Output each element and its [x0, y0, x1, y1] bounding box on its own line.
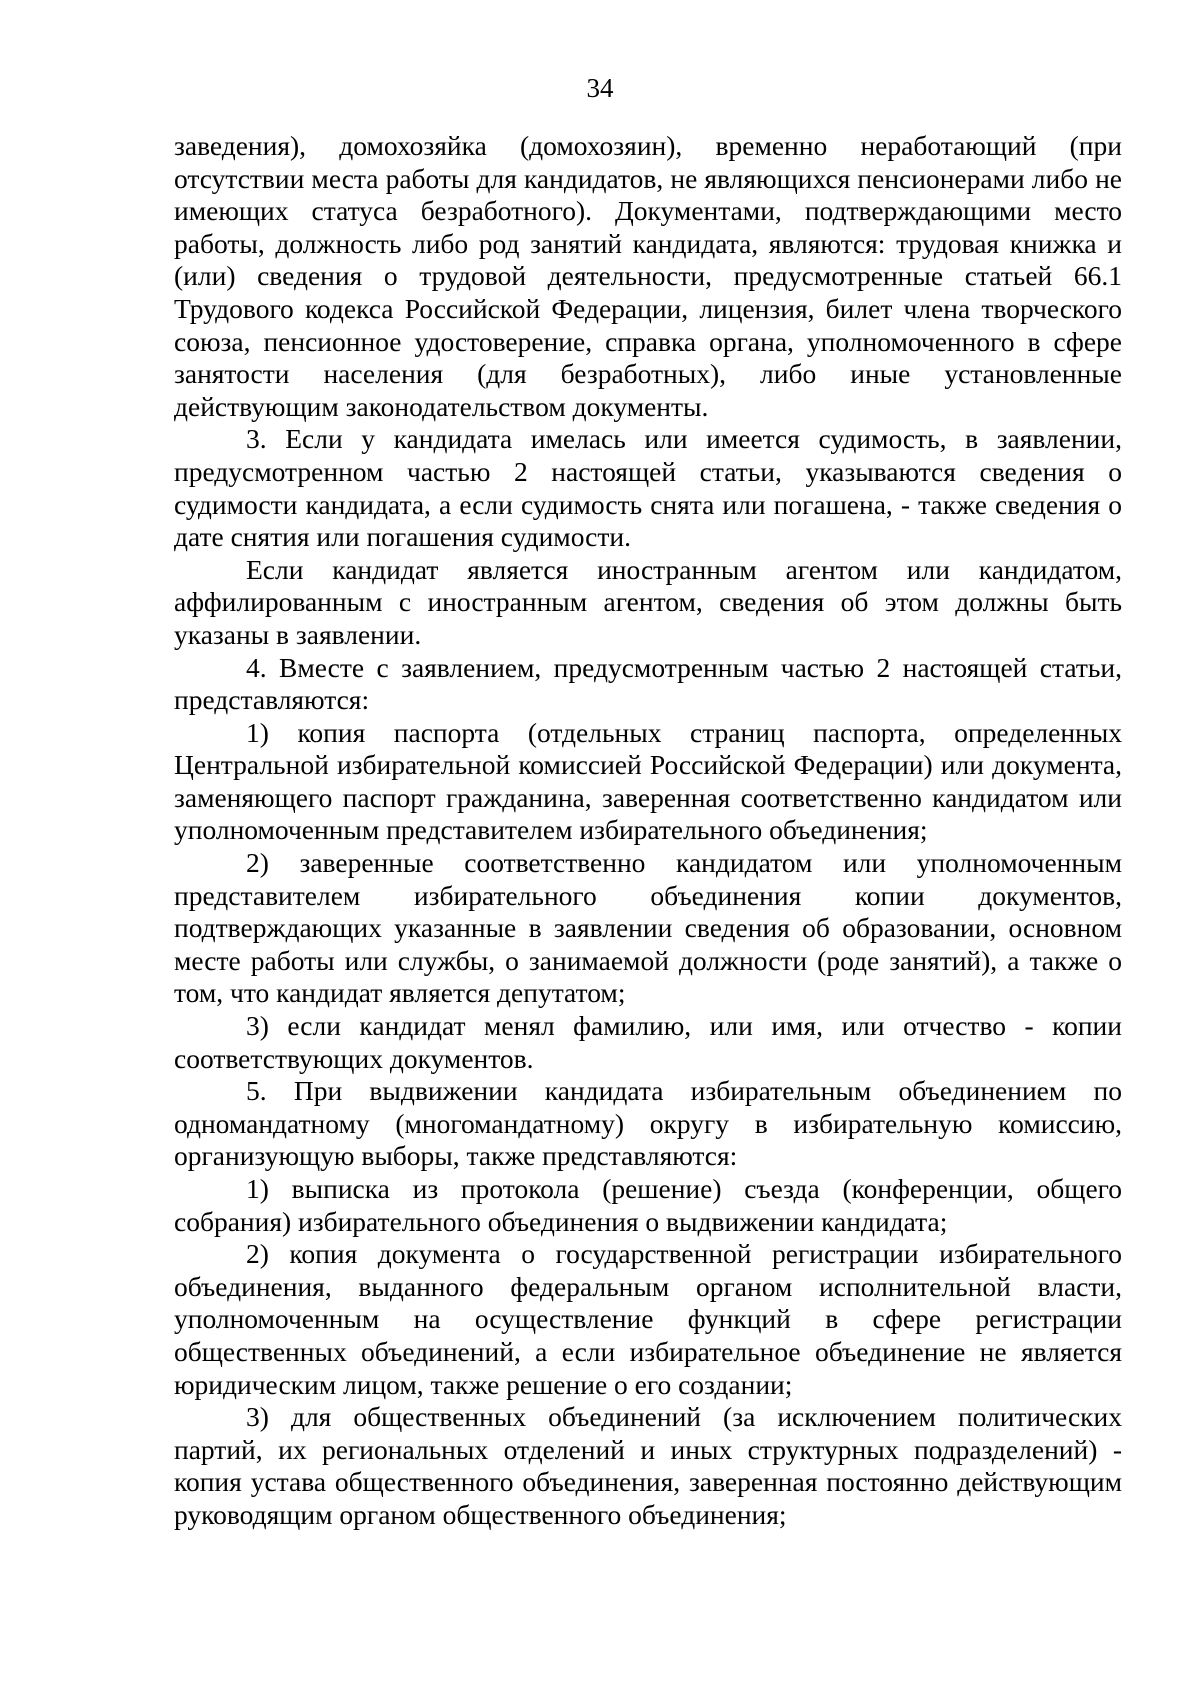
paragraph-item-5-1: 1) выписка из протокола (решение) съезда (конференции, общего собрания) избирательного объединения о выдвижении кандидата;	[174, 1173, 1122, 1237]
document-body	[174, 130, 1122, 1532]
page-number: 34	[586, 73, 614, 103]
paragraph-item-4: 4. Вместе с заявлением, предусмотренным частью 2 настоящей статьи, представляются:	[174, 651, 1122, 716]
paragraph-continuation: заведения), домохозяйка (домохозяин), временно неработающий (при отсутствии места работы для кандидатов, не являющихся пенсионерами либо не имеющих статуса безработного). Документами, подтверждающими место работы, должность либо род занятий кандидата, являются: трудовая книжка и (или) сведения о трудовой деятельности, предусмотренные статьей 66.1 Трудового кодекса Российской Федерации, лицензия, билет члена творческого союза, пенсионное удостоверение, справка органа, уполномоченного в сфере занятости населения (для безработных), либо иные установленные действующим законодательством документы.	[174, 130, 1122, 422]
paragraph-item-4-2: 2) заверенные соответственно кандидатом или уполномоченным представителем избирательного объединения копии документов, подтверждающих указанные в заявлении сведения об образовании, основном месте работы или службы, о занимаемой должности (роде занятий), а также о том, что кандидат является депутатом;	[174, 847, 1122, 1009]
paragraph-item-5-2: 2) копия документа о государственной регистрации избирательного объединения, выданного федеральным органом исполнительной власти, уполномоченным на осуществление функций в сфере регистрации общественных объединений, а если избирательное объединение не является юридическим лицом, также решение о его создании;	[174, 1238, 1122, 1400]
paragraph-item-4-3: 3) если кандидат менял фамилию, или имя, или отчество - копии соответствующих документов.	[174, 1010, 1122, 1074]
paragraph-item-5: 5. При выдвижении кандидата избирательным объединением по одномандатному (многомандатному) округу в избирательную комиссию, организующую выборы, также представляются:	[174, 1075, 1122, 1172]
paragraph-item-4-1: 1) копия паспорта (отдельных страниц паспорта, определенных Центральной избирательной комиссией Российской Федерации) или документа, заменяющего паспорт гражданина, заверенная соответственно кандидатом или уполномоченным представителем избирательного объединения;	[174, 716, 1122, 846]
paragraph-foreign-agent: Если кандидат является иностранным агентом или кандидатом, аффилированным с иностранным агентом, сведения об этом должны быть указаны в заявлении.	[174, 553, 1122, 650]
paragraph-item-3: 3. Если у кандидата имелась или имеется судимость, в заявлении, предусмотренном частью 2 настоящей статьи, указываются сведения о судимости кандидата, а если судимость снята или погашена, - также сведения о дате снятия или погашения судимости.	[174, 423, 1122, 553]
paragraph-item-5-3: 3) для общественных объединений (за исключением политических партий, их региональных отделений и иных структурных подразделений) - копия устава общественного объединения, заверенная постоянно действующим руководящим органом общественного объединения;	[174, 1401, 1122, 1530]
